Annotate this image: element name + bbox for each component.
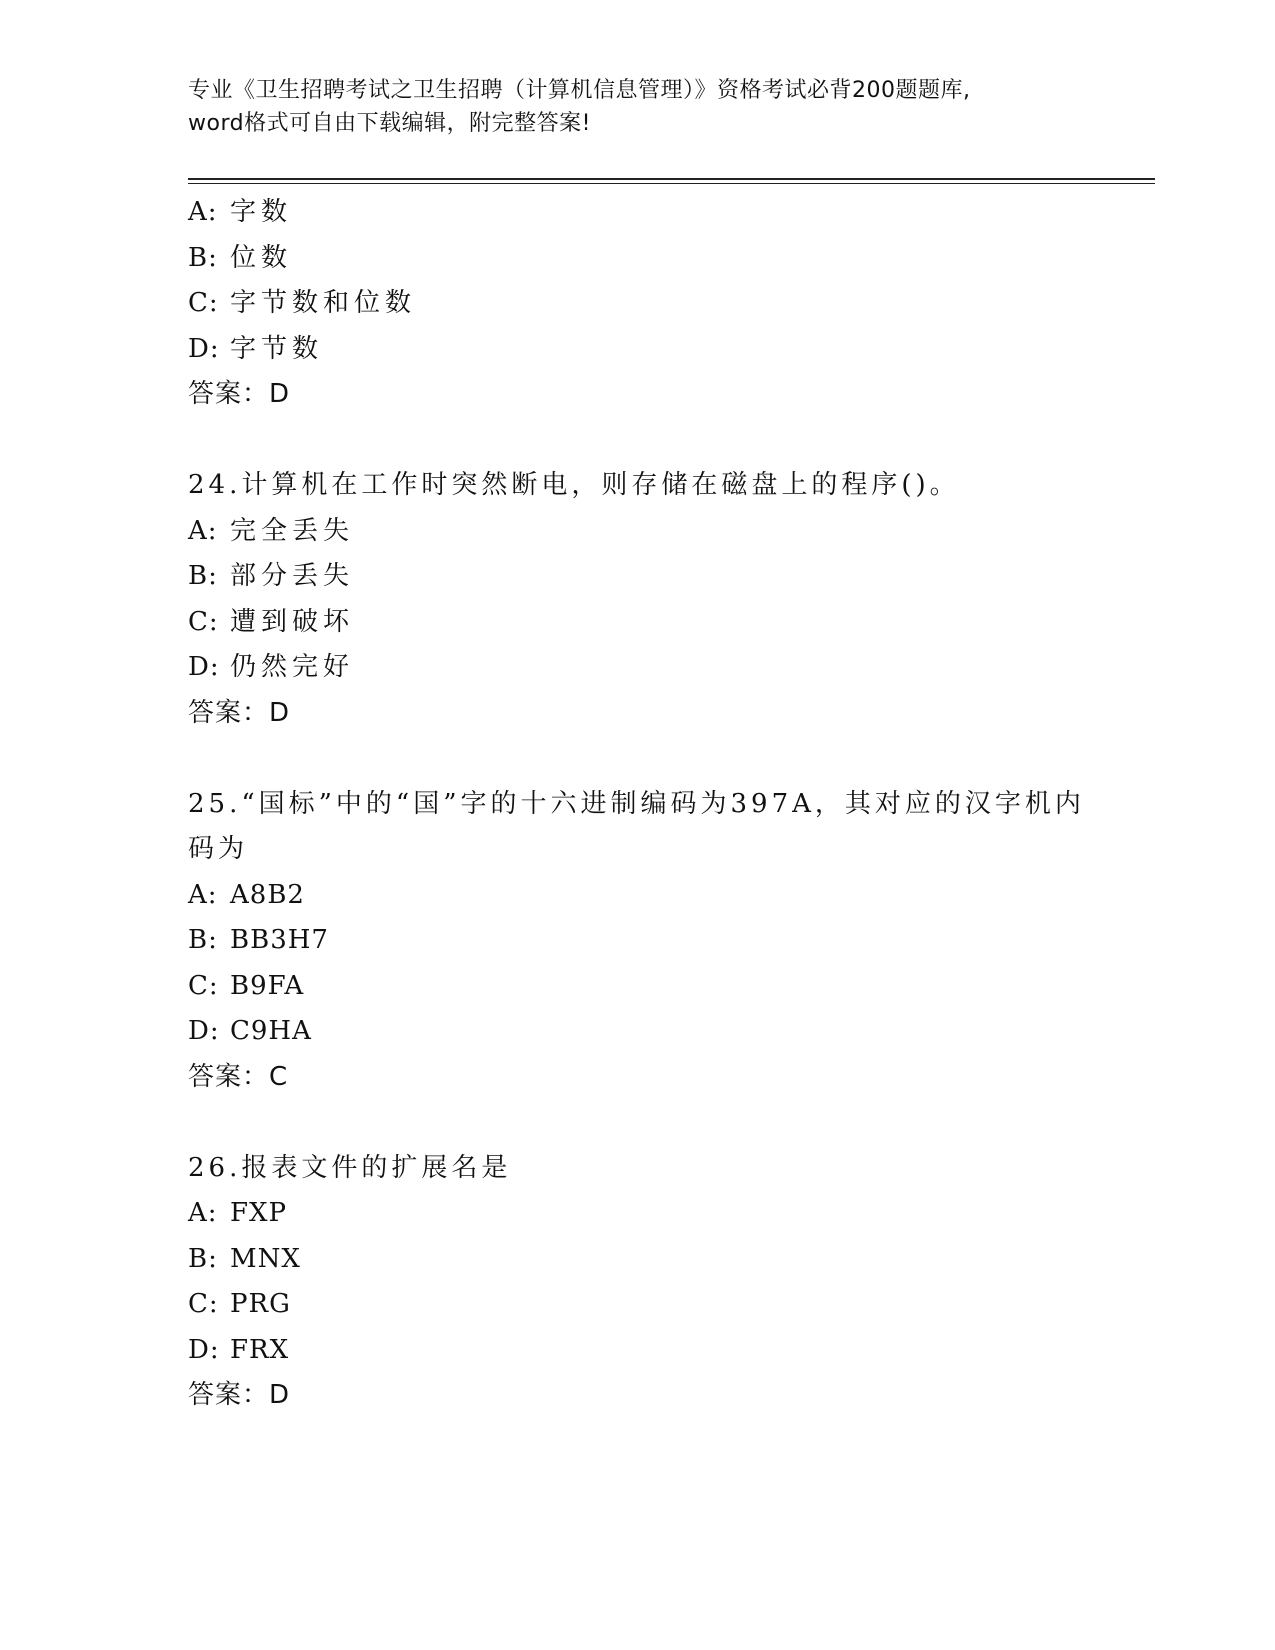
spacer [188,418,1088,464]
option-c [188,281,1088,327]
option-d [188,327,1088,373]
option-text: B9FA [230,970,305,1001]
header-rule-thin [188,183,1155,184]
option-text: 部分丢失 [230,561,355,591]
option-text: PRG [230,1289,291,1319]
option-text: A8B2 [230,879,305,910]
answer-line: 答案：C [188,1061,289,1092]
answer-line: 答案：D [188,1380,291,1410]
option-letter: A: [188,515,218,546]
option-text: 遭到破坏 [230,606,355,637]
question-block [188,463,1088,736]
option-letter: A: [188,879,218,910]
question-block [188,1146,1088,1419]
option-text: 仍然完好 [230,652,355,682]
option-text: 位数 [230,242,293,273]
question-stem-line-1: 25.“国标”中的“国”字的十六进制编码为397A，其对应的汉字机内 [188,788,1085,819]
option-text: FRX [230,1334,290,1365]
answer-line: 答案：D [188,697,291,728]
option-d [188,1328,1088,1374]
option-letter: B: [188,561,218,591]
option-b [188,1237,1088,1283]
option-letter: D: [188,1334,220,1365]
option-text: 字节数和位数 [230,288,417,318]
header-line-1: 专业《卫生招聘考试之卫生招聘（计算机信息管理）》资格考试必背200题题库, [188,78,971,103]
question-block [188,782,1088,1101]
option-c [188,1282,1088,1328]
document-header [188,74,1088,140]
option-letter: B: [188,1243,218,1274]
option-letter: D: [188,1016,220,1046]
option-letter: B: [188,242,218,273]
option-text: BB3H7 [230,925,329,955]
question-stem-line-2: 码为 [188,834,249,864]
option-text: FXP [230,1198,288,1228]
option-text: 字节数 [230,333,324,364]
question-block [188,190,1088,418]
option-d [188,645,1088,691]
option-a [188,509,1088,555]
option-a [188,873,1088,919]
spacer [188,1100,1088,1146]
header-rule-thick [188,178,1155,180]
option-letter: B: [188,925,218,955]
option-text: MNX [230,1243,301,1274]
header-line-2: word格式可自由下载编辑，附完整答案! [188,111,591,136]
question-stem: 24.计算机在工作时突然断电，则存储在磁盘上的程序()。 [188,470,960,500]
spacer [188,736,1088,782]
option-b [188,554,1088,600]
option-text: 字数 [230,197,293,227]
option-b [188,918,1088,964]
option-letter: C: [188,606,219,637]
option-a [188,1191,1088,1237]
option-a [188,190,1088,236]
option-letter: C: [188,1289,219,1319]
option-c [188,600,1088,646]
option-text: C9HA [230,1016,312,1046]
option-letter: D: [188,333,220,364]
answer-line: 答案：D [188,379,291,409]
option-letter: C: [188,970,219,1001]
option-text: 完全丢失 [230,515,355,546]
option-d [188,1009,1088,1055]
option-letter: C: [188,288,219,318]
option-c [188,964,1088,1010]
option-letter: A: [188,197,218,227]
option-b [188,236,1088,282]
question-list [188,190,1088,1419]
option-letter: A: [188,1198,218,1228]
question-stem: 26.报表文件的扩展名是 [188,1152,512,1183]
option-letter: D: [188,652,220,682]
